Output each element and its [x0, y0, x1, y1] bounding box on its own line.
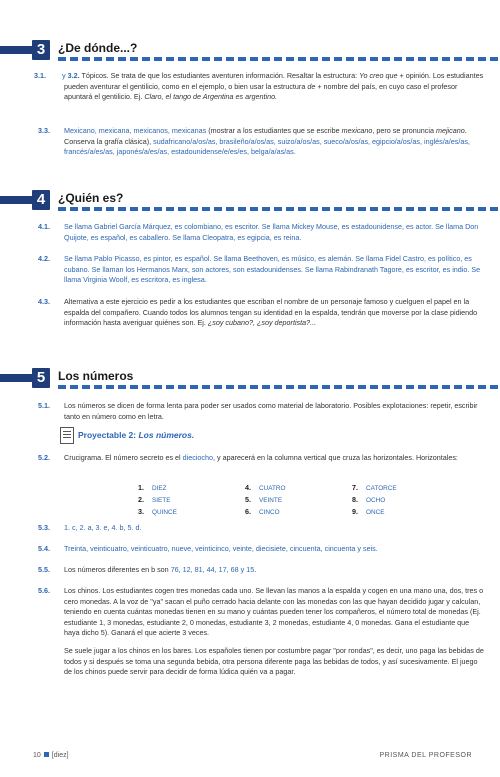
item-5-5: 5.5. Los números diferentes en b son 76, 12, 81, 44, 17, 68 y 15.	[38, 565, 257, 574]
section-number: 4	[32, 190, 50, 210]
dashed-divider	[58, 207, 500, 211]
item-number: 4.1.	[38, 222, 50, 231]
item-number: 5.1.	[38, 401, 50, 410]
item-number: 4.3.	[38, 297, 50, 306]
section-number: 5	[32, 368, 50, 388]
document-icon	[60, 427, 74, 444]
crossword-entry: 3. QUINCE	[138, 507, 177, 516]
section-title: ¿De dónde...?	[58, 41, 138, 55]
item-5-2: 5.2. Crucigrama. El número secreto es el dieciocho, y aparecerá en la columna vertical que cruza las horizontales. Horizontales:	[38, 453, 458, 462]
section-5-header	[0, 368, 500, 390]
projectable-label: Proyectable 2:	[78, 430, 139, 440]
page-number: 10 [diez]	[33, 752, 69, 759]
item-number: 3.1.	[34, 71, 46, 80]
item-4-3: 4.3. Alternativa a este ejercicio es pedir a los estudiantes que escriban el nombre de un personaje famoso y cuelguen el papel en la espalda del compañero. Cuando todos los alumnos tengan su identidad en la espalda, tendrán que moverse por la clase pidiendo información hasta averiguar quiénes son. Ej. ¿soy cubano?, ¿soy deportista?...	[38, 297, 478, 328]
crossword-entry: 5. VEINTE	[245, 495, 283, 504]
item-number-joined: y 3.2.	[62, 71, 80, 80]
item-3-3: 3.3. Mexicano, mexicana, mexicanos, mexicanas (mostrar a los estudiantes que se escribe mexicano, pero se pronuncia mejicano. Conserva la grafía clásica), sudafricano/a/os/as, brasileño/a/os/as, suizo/a/os/as, sueco/a/os/as, egipcio/a/os/as, inglés/a/es/as, francés/a/es/as, japonés/a/es/as, estadounidense/e/es/es, belga/a/as/as.	[38, 126, 470, 157]
item-number: 5.5.	[38, 565, 50, 574]
crossword-entry: 7. CATORCE	[352, 483, 397, 492]
section-3-header	[0, 40, 500, 62]
section-title: Los números	[58, 369, 134, 383]
item-number: 5.4.	[38, 544, 50, 553]
section-title: ¿Quién es?	[58, 191, 124, 205]
book-title: PRISMA DEL PROFESOR	[379, 752, 472, 759]
item-number: 3.3.	[38, 126, 50, 135]
item-number: 5.2.	[38, 453, 50, 462]
crossword-column-1	[138, 482, 177, 518]
crossword-column-2	[245, 482, 286, 518]
item-4-1: 4.1. Se llama Gabriel García Márquez, es colombiano, es escritor. Se llama Mickey Mouse, es estadounidense, es actor. Se llama Don Quijote, es español, es caballero. Se llama Cleopatra, es egipcia, es reina.	[38, 222, 479, 242]
crossword-column-3	[352, 482, 397, 518]
crossword-entry: 6. CINCO	[245, 507, 280, 516]
crossword-entry: 2. SIETE	[138, 495, 171, 504]
crossword-entry: 9. ONCE	[352, 507, 385, 516]
item-5-3: 5.3. 1. c, 2. a, 3. e, 4. b, 5. d.	[38, 523, 142, 532]
crossword-entry: 4. CUATRO	[245, 483, 286, 492]
item-5-1: 5.1. Los números se dicen de forma lenta para poder ser usados como material de laboratorio. Posibles explotaciones: repetir, escribir tanto en número como en letra.	[38, 401, 478, 421]
section-4-header	[0, 190, 500, 212]
crossword-entry: 1. DIEZ	[138, 483, 167, 492]
item-number: 4.2.	[38, 254, 50, 263]
projectable-note	[60, 427, 360, 443]
projectable-title: Los números.	[138, 430, 195, 440]
item-5-4: 5.4. Treinta, veinticuatro, veinticuatro, nueve, veinticinco, veinte, diecisiete, cincuenta, cincuenta y seis.	[38, 544, 378, 553]
item-4-2: 4.2. Se llama Pablo Picasso, es pintor, es español. Se llama Beethoven, es músico, es alemán. Se llama Fidel Castro, es político, es cubano. Se llaman los Hermanos Marx, son actores, son estadounidenses. Se llama Rabindranath Tagore, es escritor, es indio. Se llama Virginia Woolf, es escritora, es inglesa.	[38, 254, 481, 285]
item-number: 5.3.	[38, 523, 50, 532]
item-number: 5.6.	[38, 586, 50, 595]
item-3-1: 3.1. y 3.2. Tópicos. Se trata de que los estudiantes aventuren información. Resaltar la estructura: Yo creo que + opinión. Los estudiantes pueden aventurar el gentilicio, como en el ejemplo, o bien usar la estructura de + nombre del país, en cuyo caso el profesor apuntará el gentilicio. Ej. Claro, el tango de Argentina es argentino.	[34, 71, 484, 102]
item-5-6: 5.6. Los chinos. Los estudiantes cogen tres monedas cada uno. Se llevan las manos a la espalda y cogen en una mano una, dos, tres o cero monedas. A la voz de "ya" sacan el puño cerrado hacia delante con las monedas con las que hayan decidido jugar y calculan, teniendo en cuenta cuántas monedas tienen en su mano y cuántas pueden tener los compañeros, el número total de monedas (Ej. estudiante 1, 3 monedas, estudiante 2, 0 monedas, estudiante 3, 2 monedas, estudiante 4, 0 monedas. Gana el estudiante que haya dicho 5). Ganará el que acierte 3 veces. Se suele jugar a los chinos en los bares. Los españoles tienen por costumbre pagar "por rondas", es decir, uno paga las bebidas de todos y si después se toma una segunda bebida, otra persona diferente paga las bebidas de todos, y así sucesivamente. El juego de los chinos puede servir para decidir de forma lúdica quién va a pagar.	[38, 586, 484, 677]
dashed-divider	[58, 57, 500, 61]
section-number: 3	[32, 40, 50, 60]
dashed-divider	[58, 385, 500, 389]
crossword-entry: 8. OCHO	[352, 495, 386, 504]
